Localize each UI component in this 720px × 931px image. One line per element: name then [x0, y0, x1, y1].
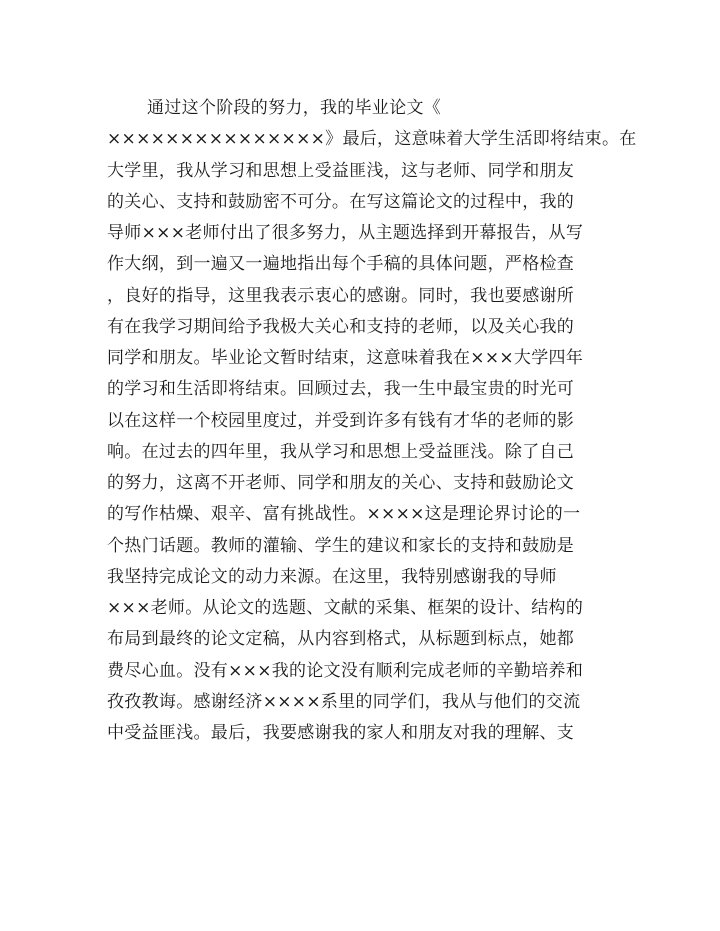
paragraph-line: 以在这样一个校园里度过，并受到许多有钱有才华的老师的影	[107, 410, 575, 431]
paragraph-line: 作大纲，到一遍又一遍地指出每个手稿的具体问题，严格检查	[107, 254, 575, 275]
paragraph-line: 的努力，这离不开老师、同学和朋友的关心、支持和鼓励论文	[107, 473, 575, 493]
paragraph-line: 布局到最终的论文定稿，从内容到格式，从标题到标点，她都	[107, 629, 575, 650]
paragraph-line: 的学习和生活即将结束。回顾过去，我一生中最宝贵的时光可	[107, 379, 575, 400]
paragraph-line: 中受益匪浅。最后，我要感谢我的家人和朋友对我的理解、支	[107, 723, 575, 743]
paragraph-line: 我坚持完成论文的动力来源。在这里，我特别感谢我的导师	[107, 566, 557, 587]
paragraph-line: 通过这个阶段的努力，我的毕业论文《	[147, 98, 442, 118]
paragraph-line: ×××老师。从论文的选题、文献的采集、框架的设计、结构的	[107, 598, 584, 618]
paragraph-line: 有在我学习期间给予我极大关心和支持的老师，以及关心我的	[107, 316, 575, 337]
paragraph-line: ，良好的指导，这里我表示衷心的感谢。同时，我也要感谢所	[107, 285, 575, 306]
paragraph-line: 费尽心血。没有×××我的论文没有顺利完成老师的辛勤培养和	[107, 660, 584, 681]
acknowledgement-paragraph	[107, 93, 637, 749]
paragraph-line: ×××××××××××××××》最后，这意味着大学生活即将结束。在	[107, 129, 637, 150]
paragraph-line: 个热门话题。教师的灌输、学生的建议和家长的支持和鼓励是	[107, 535, 575, 556]
paragraph-line: 同学和朋友。毕业论文暂时结束，这意味着我在×××大学四年	[107, 348, 584, 368]
paragraph-line: 大学里，我从学习和思想上受益匪浅，这与老师、同学和朋友	[107, 160, 575, 181]
paragraph-line: 的关心、支持和鼓励密不可分。在写这篇论文的过程中，我的	[107, 191, 575, 212]
paragraph-line: 的写作枯燥、艰辛、富有挑战性。××××这是理论界讨论的一	[107, 504, 581, 525]
paragraph-line: 响。在过去的四年里，我从学习和思想上受益匪浅。除了自己	[107, 441, 575, 462]
paragraph-line: 孜孜教诲。感谢经济××××系里的同学们，我从与他们的交流	[107, 691, 581, 712]
paragraph-line: 导师×××老师付出了很多努力，从主题选择到开幕报告，从写	[107, 223, 584, 243]
